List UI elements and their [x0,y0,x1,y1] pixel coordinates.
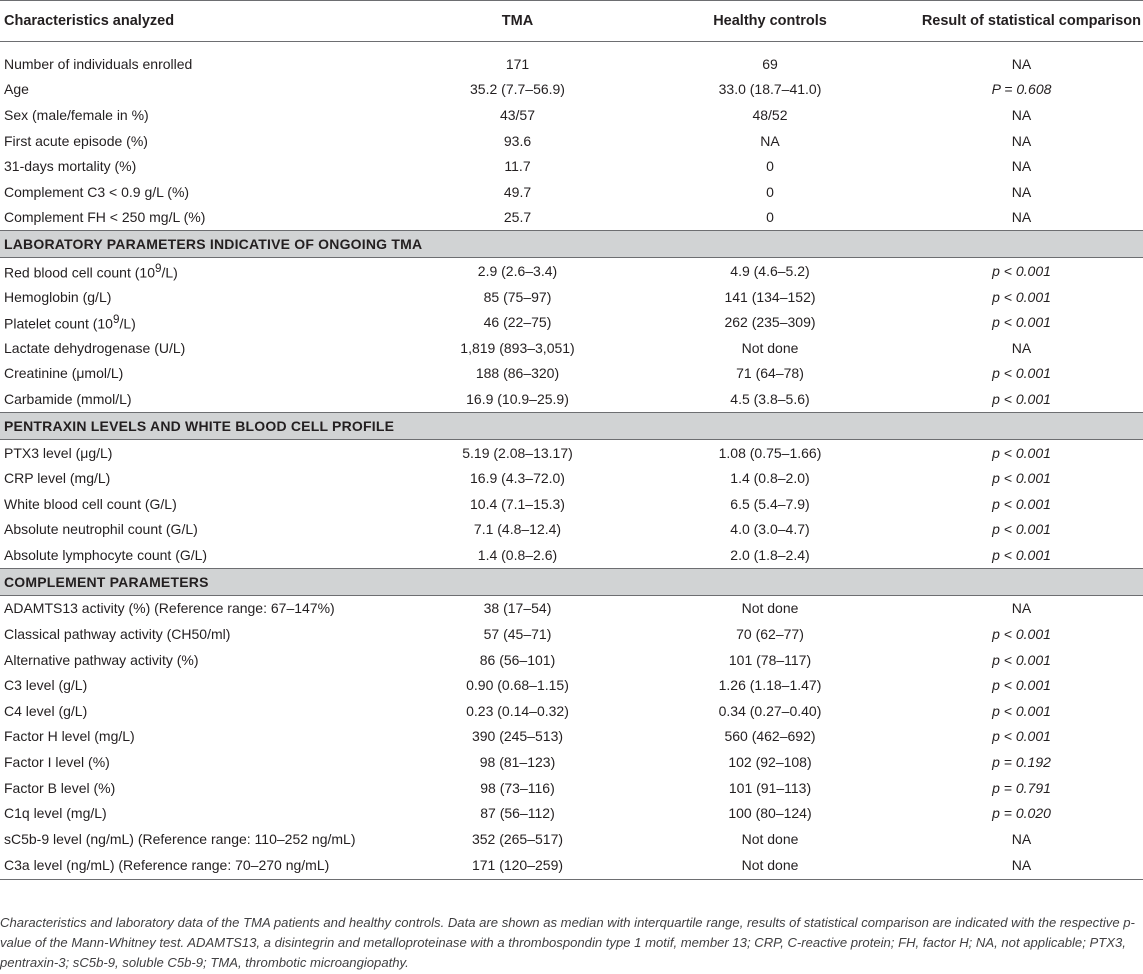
row-name: CRP level (mg/L) [4,470,111,487]
row-result: NA [900,852,1143,880]
row-result: p < 0.001 [992,444,1051,461]
row-controls: 0 [766,158,774,175]
row-result: p < 0.001 [992,314,1051,331]
table-row [0,439,1143,465]
row-result: p = 0.791 [992,779,1051,796]
row-controls: 1.26 (1.18–1.47) [718,677,822,694]
header-comparison: Result of statistical comparison [900,1,1143,42]
row-tma: 25.7 [503,209,532,226]
row-controls: 1.4 (0.8–2.0) [730,470,810,487]
table-row [0,621,1143,647]
table-row [0,542,1143,568]
section-title: COMPLEMENT PARAMETERS [0,568,1143,595]
row-result: p < 0.001 [992,626,1051,643]
row-name: C1q level (mg/L) [4,805,107,822]
table-row [0,102,1143,128]
row-result: NA [1011,209,1032,226]
row-result: NA [1011,55,1032,72]
header-controls: Healthy controls [640,1,900,42]
table-row [0,386,1143,412]
table-body [0,42,1143,880]
row-name: Hemoglobin (g/L) [4,288,112,305]
row-name: Lactate dehydrogenase (U/L) [4,339,186,356]
row-controls: 141 (134–152) [724,288,816,305]
row-name: Carbamide (mmol/L) [4,390,132,407]
row-tma: 10.4 (7.1–15.3) [470,495,565,512]
row-result: p < 0.001 [992,651,1051,668]
row-name-sup: 9 [112,312,120,326]
row-name: Complement C3 < 0.9 g/L (%) [4,183,190,200]
row-controls: 0 [766,209,774,226]
row-name-sup: 9 [155,261,162,275]
row-name: Creatinine (μmol/L) [4,365,124,382]
table-row [0,800,1143,826]
row-controls: 560 (462–692) [724,728,816,745]
table-row [0,51,1143,77]
row-name: First acute episode (%) [4,132,148,149]
row-tma: 16.9 (10.9–25.9) [466,390,569,407]
row-controls: 71 (64–78) [736,365,804,382]
row-result: p = 0.192 [992,754,1051,771]
row-controls: Not done [741,830,799,847]
row-result: p < 0.001 [992,470,1051,487]
row-name: Classical pathway activity (CH50/ml) [4,626,231,643]
row-result: p < 0.001 [992,728,1051,745]
table-row [0,775,1143,801]
table-row [0,258,1143,284]
row-name: White blood cell count (G/L) [4,495,177,512]
row-tma: 11.7 [504,158,531,175]
row-name: Factor H level (mg/L) [4,728,135,745]
row-tma: 35.2 (7.7–56.9) [470,81,565,98]
row-name-post: /L) [119,315,136,332]
row-name: Factor I level (%) [4,754,110,771]
table-header-row [0,1,1143,42]
row-tma: 352 (265–517) [471,830,564,847]
row-tma: 57 (45–71) [483,626,552,643]
row-name [0,258,395,284]
row-name: C3 level (g/L) [4,677,88,694]
row-controls: 1.08 (0.75–1.66) [718,444,822,461]
row-name-pre: Red blood cell count (10 [4,264,155,281]
row-result: p < 0.001 [992,702,1051,719]
table-row [0,284,1143,310]
row-controls: 102 (92–108) [728,754,812,771]
row-name: C3a level (ng/mL) (Reference range: 70–270 ng/mL) [0,852,395,880]
row-result: p < 0.001 [992,288,1051,305]
table-caption: Characteristics and laboratory data of the TMA patients and healthy controls. Data are shown as median with interquartile range, results of statistical comparison are indicated with the respective p-value of the Mann-Whitney test. ADAMTS13, a disintegrin and metalloproteinase with a thrombospondin type 1 motif, member 13; CRP, C-reactive protein; FH, factor H; NA, not applicable; PTX3, pentraxin-3; sC5b-9, soluble C5b-9; TMA, thrombotic microangiopathy. [0,915,1135,970]
row-controls: 4.0 (3.0–4.7) [730,521,810,538]
row-controls: 4.5 (3.8–5.6) [730,390,810,407]
row-controls: Not done [741,600,799,617]
row-result: p = 0.020 [992,805,1051,822]
row-result: p < 0.001 [992,262,1051,279]
table-row [0,724,1143,750]
row-tma: 87 (56–112) [480,805,555,822]
header-characteristics: Characteristics analyzed [0,1,395,42]
table-row [0,361,1143,387]
row-name: Sex (male/female in %) [4,106,149,123]
section-header-pentraxin [0,412,1143,439]
row-name-post: /L) [161,264,178,281]
row-tma: 0.23 (0.14–0.32) [466,702,569,719]
table-row [0,595,1143,621]
row-controls: 70 (62–77) [736,626,804,643]
row-controls: 0.34 (0.27–0.40) [718,702,822,719]
row-result: p < 0.001 [992,546,1051,563]
row-tma: 43/57 [499,106,536,123]
table-row [0,153,1143,179]
row-tma: 1.4 (0.8–2.6) [477,546,558,563]
row-tma: 390 (245–513) [471,728,564,745]
row-result: NA [1011,339,1032,356]
row-name: PTX3 level (μg/L) [4,444,113,461]
row-name: C4 level (g/L) [4,702,88,719]
row-tma: 98 (73–116) [480,779,555,796]
row-result: NA [1011,106,1032,123]
row-tma: 1,819 (893–3,051) [460,339,575,356]
row-controls: Not done [640,852,900,880]
table-row [0,77,1143,103]
table-row [0,128,1143,154]
table-row [0,309,1143,335]
row-result: NA [1011,600,1032,617]
row-controls: 100 (80–124) [728,805,812,822]
row-name-pre: Platelet count (10 [4,315,113,332]
row-result: p < 0.001 [992,365,1051,382]
section-header-complement [0,568,1143,595]
row-tma: 188 (86–320) [475,365,560,382]
table-row [0,491,1143,517]
row-tma: 38 (17–54) [483,600,552,617]
section-header-lab [0,231,1143,258]
table-row [0,698,1143,724]
row-controls: 101 (78–117) [728,651,812,668]
table-row [0,179,1143,205]
row-name: ADAMTS13 activity (%) (Reference range: 67–147%) [4,600,335,617]
table-row [0,672,1143,698]
row-controls: Not done [741,339,799,356]
table-row [0,517,1143,543]
table-row [0,647,1143,673]
row-tma: 86 (56–101) [479,651,556,668]
row-tma: 46 (22–75) [483,314,552,331]
row-result: p < 0.001 [992,390,1051,407]
row-controls: 33.0 (18.7–41.0) [718,81,822,98]
row-tma: 171 [505,55,530,72]
row-name: 31-days mortality (%) [4,158,137,175]
row-controls: 101 (91–113) [728,779,812,796]
row-tma: 5.19 (2.08–13.17) [462,444,573,461]
row-name: Factor B level (%) [4,779,116,796]
row-name: Complement FH < 250 mg/L (%) [4,209,206,226]
row-result: NA [1011,183,1032,200]
row-result: NA [1011,830,1032,847]
table-row [0,826,1143,852]
spacer-row [0,42,1143,52]
table-row [0,852,1143,880]
row-result: p < 0.001 [992,495,1051,512]
row-result: NA [1011,158,1032,175]
row-tma: 2.9 (2.6–3.4) [477,262,558,279]
row-name: Age [4,81,29,98]
row-name: Absolute neutrophil count (G/L) [4,521,198,538]
row-controls: 262 (235–309) [724,314,816,331]
row-controls: 4.9 (4.6–5.2) [730,262,810,279]
row-result: NA [1011,132,1032,149]
row-name: Absolute lymphocyte count (G/L) [4,546,208,563]
row-controls: 2.0 (1.8–2.4) [730,546,810,563]
row-controls: NA [760,132,780,149]
row-controls: 48/52 [752,106,788,123]
table-row [0,465,1143,491]
row-controls: 0 [766,183,774,200]
table-row [0,205,1143,231]
row-tma: 171 (120–259) [395,852,640,880]
section-title: PENTRAXIN LEVELS AND WHITE BLOOD CELL PROFILE [0,412,1143,439]
table-row [0,335,1143,361]
row-result: p < 0.001 [992,677,1051,694]
row-controls: 6.5 (5.4–7.9) [730,495,810,512]
row-tma: 7.1 (4.8–12.4) [473,521,562,538]
row-result: P = 0.608 [991,81,1052,98]
table-row [0,749,1143,775]
row-name: Alternative pathway activity (%) [4,651,199,668]
row-tma: 98 (81–123) [479,754,556,771]
row-tma: 49.7 [503,183,532,200]
row-tma: 85 (75–97) [483,288,552,305]
row-tma: 0.90 (0.68–1.15) [466,677,569,694]
row-name [0,309,395,335]
row-controls: 69 [762,55,778,72]
row-tma: 93.6 [503,132,532,149]
row-name: sC5b-9 level (ng/mL) (Reference range: 110–252 ng/mL) [4,830,356,847]
row-result: p < 0.001 [992,521,1051,538]
row-name: Number of individuals enrolled [4,55,193,72]
header-tma: TMA [395,1,640,42]
row-tma: 16.9 (4.3–72.0) [470,470,565,487]
section-title: LABORATORY PARAMETERS INDICATIVE OF ONGOING TMA [0,231,1143,258]
